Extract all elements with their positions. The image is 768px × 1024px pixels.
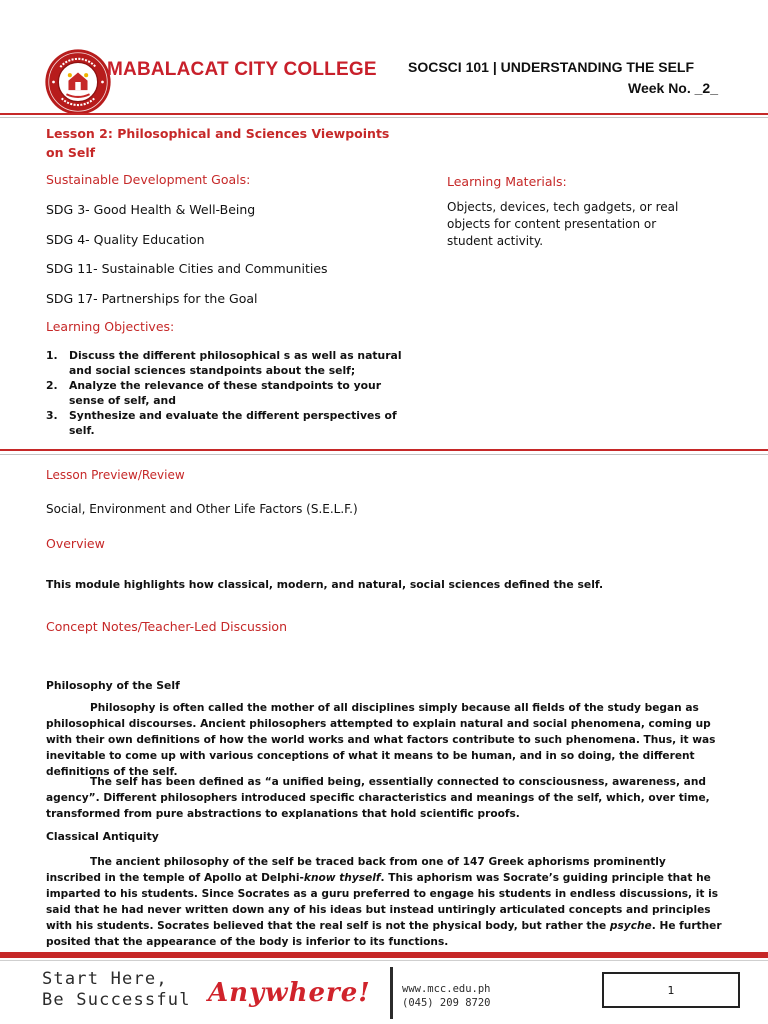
classical-antiquity-heading: Classical Antiquity [46, 830, 159, 843]
paragraph-text: . He further posited that the appearance of the body is inferior to its functions. [46, 920, 722, 948]
sdg-heading: Sustainable Development Goals: [46, 172, 251, 187]
learning-objectives-heading: Learning Objectives: [46, 319, 175, 334]
objective-item [46, 408, 416, 438]
sdg-item: SDG 4- Quality Education [46, 232, 205, 247]
paragraph-text: The ancient philosophy of the self be traced back from one of 147 Greek aphorisms prominently inscribed in the temple of Apollo at Delphi- [46, 856, 666, 884]
page-number-box [602, 972, 740, 1008]
header-divider-red [0, 113, 768, 115]
objective-number: 2. [46, 379, 58, 392]
paragraph: The self has been defined as “a unified being, essentially connected to consciousness, awareness, and agency”. Different philosophers introduced specific characteristics and meanings of the self, which, over time, transformed from pure abstractions to explanations that hold scientific proofs. [46, 776, 710, 820]
phone-number: (045) 209 8720 [402, 997, 491, 1009]
lesson-preview-text: Social, Environment and Other Life Factors (S.E.L.F.) [46, 502, 358, 516]
objective-text: Synthesize and evaluate the different perspectives of self. [69, 409, 397, 437]
learning-objectives-list [46, 348, 416, 438]
header-divider-grey [0, 117, 768, 118]
philosophy-of-self-heading: Philosophy of the Self [46, 679, 180, 692]
college-name: MABALACAT CITY COLLEGE [107, 59, 377, 80]
college-seal-logo [44, 48, 112, 116]
emphasis-text: psyche [609, 920, 652, 932]
sdg-item: SDG 11- Sustainable Cities and Communities [46, 261, 328, 276]
slogan-line-2: Be Successful [42, 990, 191, 1010]
objective-item [46, 348, 416, 378]
footer-red-bar [0, 952, 768, 958]
objective-text: Analyze the relevance of these standpoints to your sense of self, and [69, 379, 382, 407]
slogan-accent: Anywhere! [208, 978, 371, 1008]
concept-notes-heading: Concept Notes/Teacher-Led Discussion [46, 619, 287, 634]
objective-text: Discuss the different philosophical s as well as natural and social sciences standpoints about the self; [69, 349, 402, 377]
page-number: 1 [667, 983, 675, 997]
sdg-item: SDG 17- Partnerships for the Goal [46, 291, 258, 306]
objective-number: 3. [46, 409, 58, 422]
overview-heading: Overview [46, 536, 105, 551]
sdg-item: SDG 3- Good Health & Well-Being [46, 202, 256, 217]
lesson-title: Lesson 2: Philosophical and Sciences Viewpoints on Self [46, 126, 390, 160]
paragraph [46, 854, 722, 950]
emphasis-text: know thyself [303, 872, 381, 884]
footer-divider-grey [0, 960, 768, 961]
paragraph: Philosophy is often called the mother of all disciplines simply because all fields of the study began as philosophical discourses. Ancient philosophers attempted to explain natural and social phenomena, coming up with their own definitions of how the world works and what factors contribute to such phenomena. Thus, it was inevitable to come up with various conceptions of what it means to be human, and in so doing, the different definitions of the self. [46, 702, 716, 778]
footer-vertical-divider [390, 967, 393, 1019]
section-divider-grey [0, 454, 768, 455]
objective-item [46, 378, 416, 408]
website-link[interactable]: www.mcc.edu.ph [402, 983, 491, 995]
paragraph-text: . This aphorism was Socrate’s guiding principle that he imparted to his students. Since Socrates as a guru preferred to engage his students in endless discussions, it is said that he had never written down any of his ideas but instead untiringly articulated concepts and principles with his students. Socrates believed that the real self is not the physical body, but rather the [46, 872, 719, 932]
learning-materials-heading: Learning Materials: [447, 174, 567, 189]
course-title: SOCSCI 101 | UNDERSTANDING THE SELF [408, 59, 695, 75]
week-number: Week No. _2_ [627, 80, 718, 96]
learning-materials-text: Objects, devices, tech gadgets, or real objects for content presentation or student activity. [447, 200, 679, 248]
lesson-preview-heading: Lesson Preview/Review [46, 468, 185, 482]
slogan-line-1: Start Here, [42, 969, 168, 989]
overview-text: This module highlights how classical, modern, and natural, social sciences defined the self. [46, 578, 604, 591]
objective-number: 1. [46, 349, 58, 362]
section-divider-red [0, 449, 768, 451]
